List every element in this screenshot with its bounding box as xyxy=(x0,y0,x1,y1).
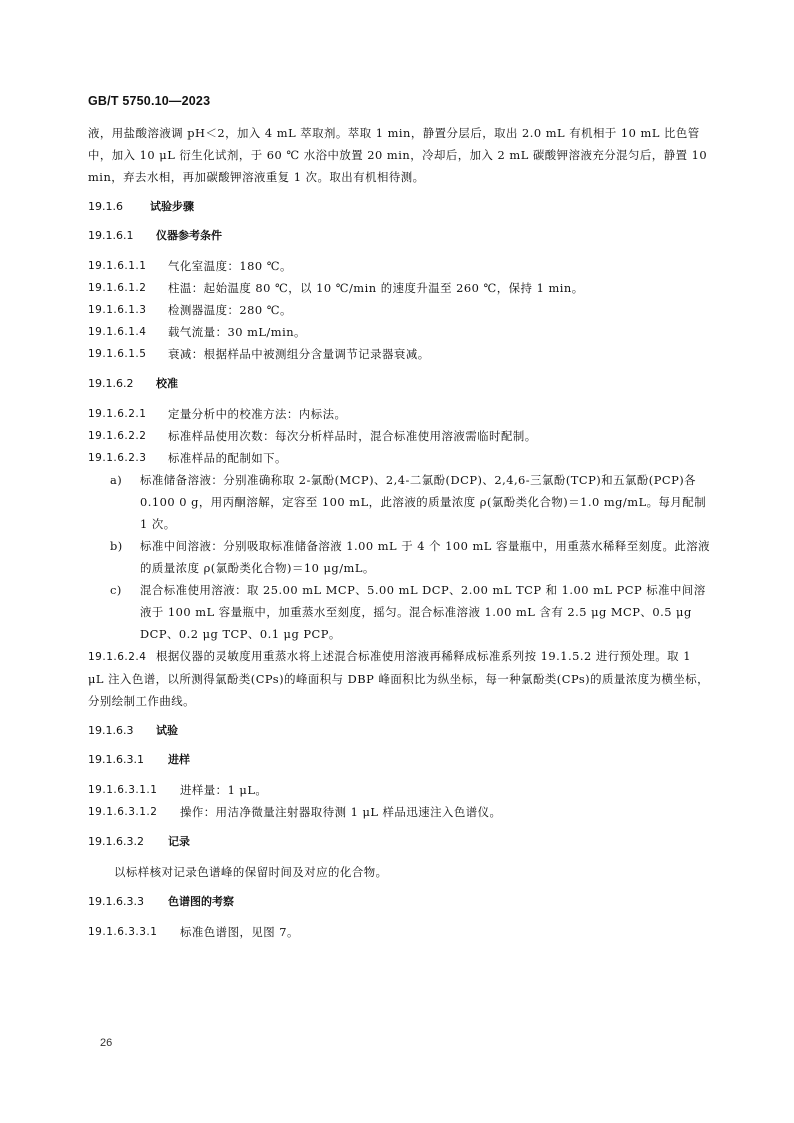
section-number: 19.1.6.3.1 xyxy=(88,753,144,766)
clause-item xyxy=(88,779,710,801)
section-number: 19.1.6.3 xyxy=(88,724,134,737)
clause-text: 标准色谱图，见图 7。 xyxy=(180,925,299,939)
clause-text: 衰减：根据样品中被测组分含量调节记录器衰减。 xyxy=(168,347,430,361)
section-title: 试验步骤 xyxy=(150,200,194,213)
standard-header: GB/T 5750.10—2023 xyxy=(88,94,211,108)
clause-text: 载气流量：30 mL/min。 xyxy=(168,325,306,339)
clause-number: 19.1.6.3.1.2 xyxy=(88,806,158,818)
clause-number: 19.1.6.2.4 xyxy=(88,651,147,663)
section-number: 19.1.6.3.3 xyxy=(88,895,144,908)
clause-text: 定量分析中的校准方法：内标法。 xyxy=(168,407,347,421)
clause-number: 19.1.6.1.2 xyxy=(88,282,147,294)
clause-text: 柱温：起始温度 80 ℃，以 10 ℃/min 的速度升温至 260 ℃，保持 1 min。 xyxy=(168,281,584,295)
clause-item-hanging xyxy=(88,645,710,712)
clause-text: 标准样品使用次数：每次分析样品时，混合标准使用溶液需临时配制。 xyxy=(168,429,537,443)
section-heading-19-1-6-3-2 xyxy=(88,832,710,852)
section-number: 19.1.6.2 xyxy=(88,377,134,390)
clause-text: 检测器温度：280 ℃。 xyxy=(168,303,292,317)
clause-text: 根据仪器的灵敏度用重蒸水将上述混合标准使用溶液再稀释成标准系列按 19.1.5.2 进行预处理。取 1 μL 注入色谱，以所测得氯酚类(CPs)的峰面积与 DBP 峰面积比为纵坐标，每一种氯酚类(CPs)的质量浓度为横坐标，分别绘制工作曲线。 xyxy=(88,649,710,708)
section-heading-19-1-6-1 xyxy=(88,226,710,246)
list-item-a xyxy=(88,469,710,535)
section-number: 19.1.6.3.2 xyxy=(88,835,144,848)
clause-item xyxy=(88,425,710,447)
clause-number: 19.1.6.2.3 xyxy=(88,452,147,464)
section-title: 校准 xyxy=(156,377,178,390)
clause-text: 标准样品的配制如下。 xyxy=(168,451,287,465)
clause-item xyxy=(88,321,710,343)
list-text: 标准储备溶液：分别准确称取 2-氯酚(MCP)、2,4-二氯酚(DCP)、2,4,6-三氯酚(TCP)和五氯酚(PCP)各 0.100 0 g，用丙酮溶解，定容至 100 mL，此溶液的质量浓度 ρ(氯酚类化合物)＝1.0 mg/mL。每月配制 1 次。 xyxy=(140,473,707,531)
section-title: 进样 xyxy=(168,753,190,766)
clause-text: 操作：用洁净微量注射器取待测 1 μL 样品迅速注入色谱仪。 xyxy=(180,805,502,819)
clause-number: 19.1.6.1.3 xyxy=(88,304,147,316)
list-item-b xyxy=(88,535,710,579)
list-label: c) xyxy=(110,583,122,597)
intro-paragraph: 液，用盐酸溶液调 pH＜2，加入 4 mL 萃取剂。萃取 1 min，静置分层后，取出 2.0 mL 有机相于 10 mL 比色管中，加入 10 μL 衍生化试剂，于 60 ℃ 水浴中放置 20 min，冷却后，加入 2 mL 碳酸钾溶液充分混匀后，静置 10 min，弃去水相，再加碳酸钾溶液重复 1 次。取出有机相待测。 xyxy=(88,126,708,184)
clause-number: 19.1.6.1.5 xyxy=(88,348,147,360)
clause-item xyxy=(88,255,710,277)
clause-item xyxy=(88,299,710,321)
record-paragraph: 以标样核对记录色谱峰的保留时间及对应的化合物。 xyxy=(114,865,388,879)
section-title: 记录 xyxy=(168,835,190,848)
clause-item xyxy=(88,403,710,425)
section-heading-19-1-6-3-1 xyxy=(88,750,710,770)
section-number: 19.1.6.1 xyxy=(88,229,134,242)
section-title: 色谱图的考察 xyxy=(168,895,234,908)
clause-item xyxy=(88,801,710,823)
list-label: a) xyxy=(110,473,123,487)
clause-text: 气化室温度：180 ℃。 xyxy=(168,259,292,273)
clause-number: 19.1.6.1.1 xyxy=(88,260,147,272)
clause-item xyxy=(88,447,710,469)
list-text: 标准中间溶液：分别吸取标准储备溶液 1.00 mL 于 4 个 100 mL 容量瓶中，用重蒸水稀释至刻度。此溶液的质量浓度 ρ(氯酚类化合物)＝10 μg/mL。 xyxy=(140,539,711,575)
clause-text: 进样量：1 μL。 xyxy=(180,783,268,797)
clause-item xyxy=(88,277,710,299)
clause-item xyxy=(88,921,710,943)
clause-item xyxy=(88,343,710,365)
section-heading-19-1-6 xyxy=(88,197,710,217)
clause-number: 19.1.6.2.2 xyxy=(88,430,147,442)
section-heading-19-1-6-3 xyxy=(88,721,710,741)
list-label: b) xyxy=(110,539,123,553)
clause-number: 19.1.6.1.4 xyxy=(88,326,147,338)
clause-number: 19.1.6.3.1.1 xyxy=(88,784,158,796)
section-title: 仪器参考条件 xyxy=(156,229,222,242)
clause-number: 19.1.6.2.1 xyxy=(88,408,147,420)
list-text: 混合标准使用溶液：取 25.00 mL MCP、5.00 mL DCP、2.00 mL TCP 和 1.00 mL PCP 标准中间溶液于 100 mL 容量瓶中，加重蒸水至刻度，摇匀。混合标准溶液 1.00 mL 含有 2.5 μg MCP、0.5 μg DCP、0.2 μg TCP、0.1 μg PCP。 xyxy=(140,583,706,641)
clause-number: 19.1.6.3.3.1 xyxy=(88,926,158,938)
list-item-c xyxy=(88,579,710,645)
section-heading-19-1-6-2 xyxy=(88,374,710,394)
document-body xyxy=(88,122,710,943)
section-number: 19.1.6 xyxy=(88,200,123,213)
section-heading-19-1-6-3-3 xyxy=(88,892,710,912)
page-number: 26 xyxy=(100,1037,113,1049)
section-title: 试验 xyxy=(156,724,178,737)
